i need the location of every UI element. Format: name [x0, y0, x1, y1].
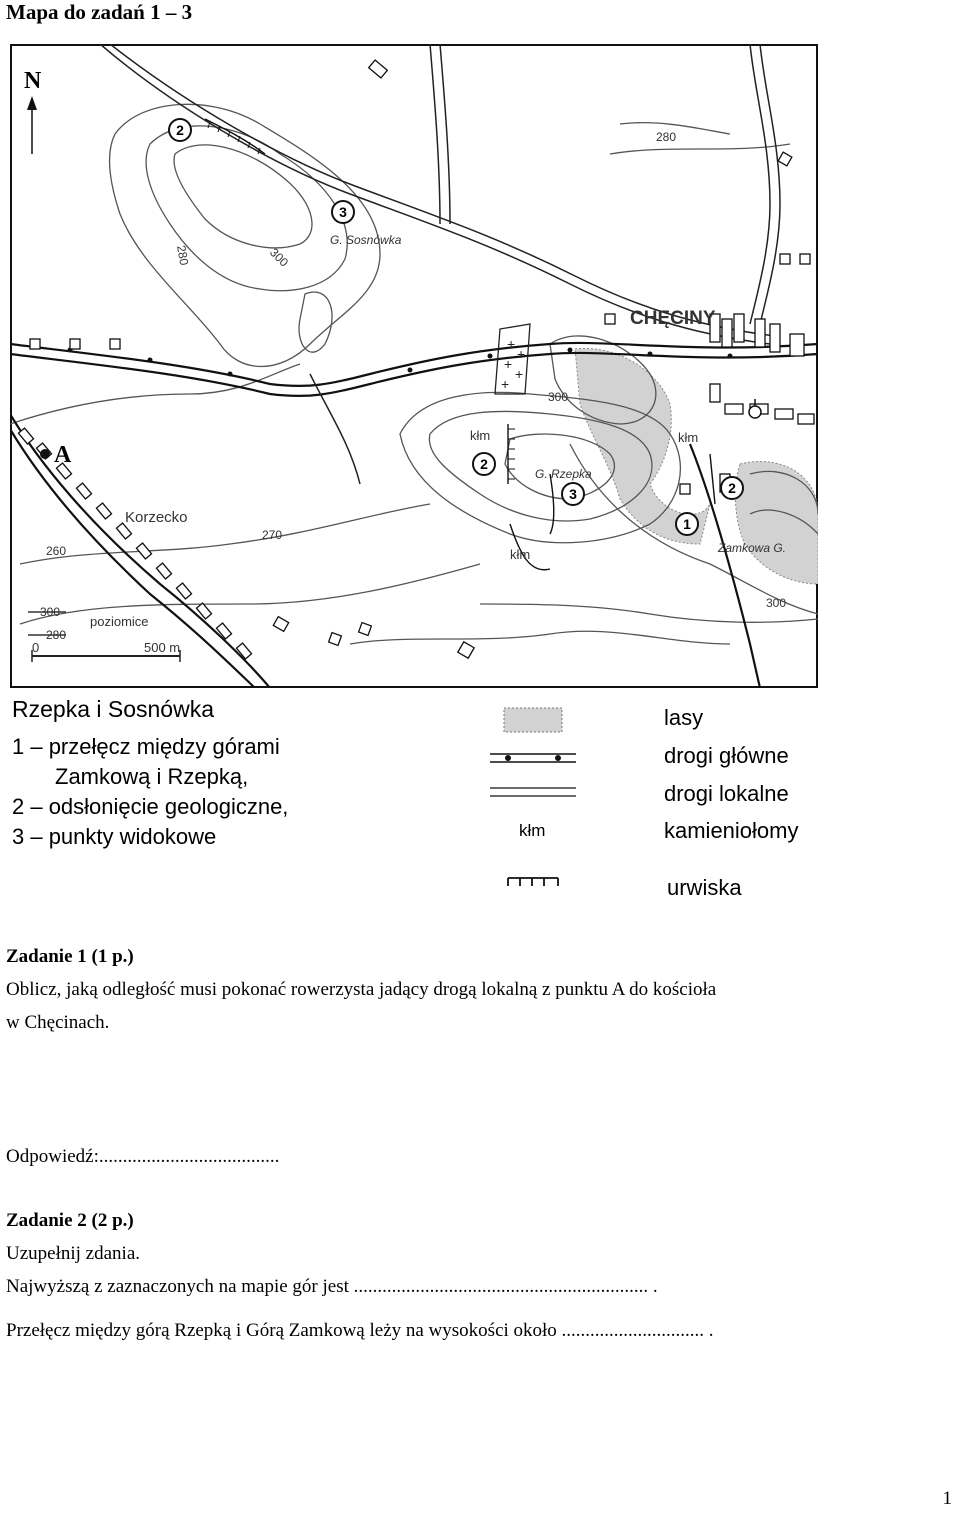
cliff-symbol-icon: [508, 878, 558, 886]
task1-text-line1: Oblicz, jaką odległość musi pokonać rowerzysta jadący drogą lokalną z punktu A do kościoła: [6, 979, 717, 1000]
task1-answer: Odpowiedź:......................................: [6, 1146, 280, 1167]
task1-title: Zadanie 1 (1 p.): [6, 946, 134, 967]
contour-300-w: 300: [267, 245, 292, 270]
svg-text:+: +: [517, 346, 526, 362]
marker-2-sosnowka: 2: [176, 122, 184, 138]
svg-text:+: +: [507, 336, 516, 352]
town-label: CHĘCINY: [630, 308, 716, 329]
legend-quarries: kamieniołomy: [664, 818, 799, 843]
task2-sentence-1: Najwyższą z zaznaczonych na mapie gór jest .............................................................. .: [6, 1276, 658, 1297]
contour-300-se: 300: [766, 596, 787, 610]
task2-intro: Uzupełnij zdania.: [6, 1243, 141, 1264]
legend-symbols: [480, 700, 590, 900]
north-label: N: [24, 68, 42, 94]
contour-270: 270: [262, 528, 283, 542]
legend-main-roads: drogi główne: [664, 743, 789, 768]
scale-caption: poziomice: [90, 614, 149, 629]
task2-title: Zadanie 2 (2 p.): [6, 1210, 134, 1231]
rzepka-label: G. Rzepka: [535, 467, 592, 481]
sosnowka-label: G. Sosnówka: [330, 233, 402, 247]
legend-line-3: 2 – odsłonięcie geologiczne,: [12, 794, 289, 819]
key-contour-280: 280: [46, 628, 67, 642]
legend-local-roads: drogi lokalne: [664, 781, 789, 806]
task2-sentence-2: Przełęcz między górą Rzepką i Górą Zamkową leży na wysokości około .............................. .: [6, 1320, 714, 1341]
svg-text:+: +: [515, 366, 524, 382]
korzecko-label: Korzecko: [125, 509, 188, 526]
page-heading: Mapa do zadań 1 – 3: [6, 0, 193, 24]
contour-280-w: 280: [174, 244, 192, 267]
marker-3-sosnowka: 3: [339, 204, 347, 220]
point-a-label: A: [54, 442, 72, 468]
scale-end: 500 m: [144, 640, 181, 655]
legend-forest: lasy: [664, 705, 704, 730]
svg-text:+: +: [501, 376, 510, 392]
church-icon: [749, 406, 761, 418]
task1-text-line2: w Chęcinach.: [6, 1012, 110, 1033]
legend-line-2: Zamkową i Rzepką,: [55, 764, 249, 789]
legend-line-4: 3 – punkty widokowe: [12, 824, 217, 849]
forest-symbol-icon: [504, 708, 562, 732]
contour-280-ne: 280: [656, 130, 677, 144]
svg-text:+: +: [504, 356, 513, 372]
marker-1-pass: 1: [683, 516, 691, 532]
topographic-map: [10, 44, 818, 688]
scale-start: 0: [32, 640, 40, 655]
quarry-label-1: kłm: [470, 428, 491, 443]
marker-2-zamkowa: 2: [728, 480, 736, 496]
legend-title: Rzepka i Sosnówka: [12, 696, 214, 722]
quarry-label-2: kłm: [678, 430, 699, 445]
map-border: [11, 45, 817, 687]
key-contour-300: 300: [40, 605, 61, 619]
page-number: 1: [942, 1488, 952, 1509]
legend-quarry-abbr: kłm: [519, 821, 546, 840]
legend-line-1: 1 – przełęcz między górami: [12, 734, 280, 759]
quarry-label-3: kłm: [510, 547, 531, 562]
marker-2-rzepka: 2: [480, 456, 488, 472]
legend-cliffs: urwiska: [667, 875, 742, 900]
point-a-icon: [40, 449, 50, 459]
contour-260: 260: [46, 544, 67, 558]
marker-3-rzepka: 3: [569, 486, 577, 502]
zamkowa-label: Zamkowa G.: [718, 541, 787, 555]
contour-300-rzepka: 300: [548, 390, 569, 404]
main-road-symbol-icon: [505, 755, 511, 761]
